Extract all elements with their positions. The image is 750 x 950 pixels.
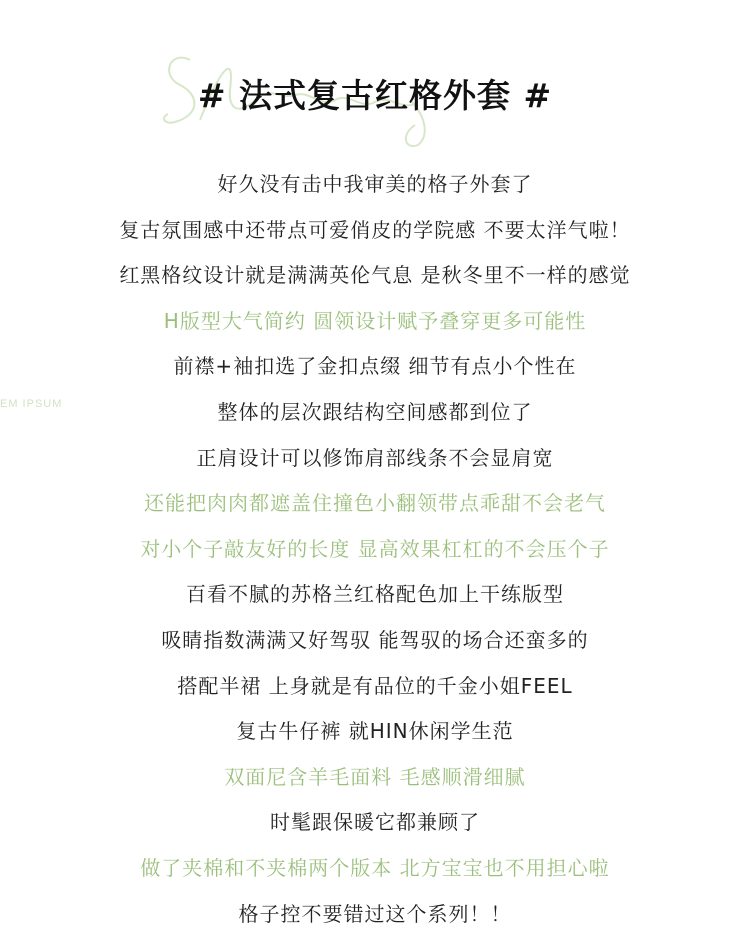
- text-line: 双面尼含羊毛面料 毛感顺滑细腻: [224, 764, 526, 789]
- text-line: 复古牛仔裤 就HIN休闲学生范: [236, 719, 514, 744]
- text-line: 复古氛围感中还带点可爱俏皮的学院感 不要太洋气啦！: [119, 217, 631, 242]
- text-line: 好久没有击中我审美的格子外套了: [217, 172, 533, 196]
- text-line: 时髦跟保暖它都兼顾了: [270, 810, 480, 835]
- text-line: 整体的层次跟结构空间感都到位了: [217, 399, 533, 424]
- text-line: 红黑格纹设计就是满满英伦气息 是秋冬里不一样的感觉: [119, 263, 631, 288]
- text-line: 吸睛指数满满又好驾驭 能驾驭的场合还蛮多的: [161, 627, 589, 652]
- text-line: 格子控不要错过这个系列！！: [238, 901, 512, 926]
- text-line: 对小个子敲友好的长度 显高效果杠杠的不会压个子: [140, 536, 610, 561]
- text-line: 前襟+袖扣选了金扣点缀 细节有点小个性在: [173, 354, 577, 379]
- text-line: 正肩设计可以修饰肩部线条不会显肩宽: [196, 445, 554, 470]
- text-lines: [0, 166, 750, 941]
- text-line: 百看不腻的苏格兰红格配色加上干练版型: [186, 582, 564, 607]
- text-line: 还能把肉肉都遮盖住撞色小翻领带点乖甜不会老气: [144, 491, 606, 516]
- text-line: 做了夹棉和不夹棉两个版本 北方宝宝也不用担心啦: [140, 855, 610, 880]
- text-line: H版型大气简约 圆领设计赋予叠穿更多可能性: [163, 308, 587, 333]
- side-watermark: EM IPSUM: [0, 398, 63, 410]
- text-line: 搭配半裙 上身就是有品位的千金小姐FEEL: [177, 673, 573, 698]
- page-title: # 法式复古红格外套 #: [197, 76, 553, 115]
